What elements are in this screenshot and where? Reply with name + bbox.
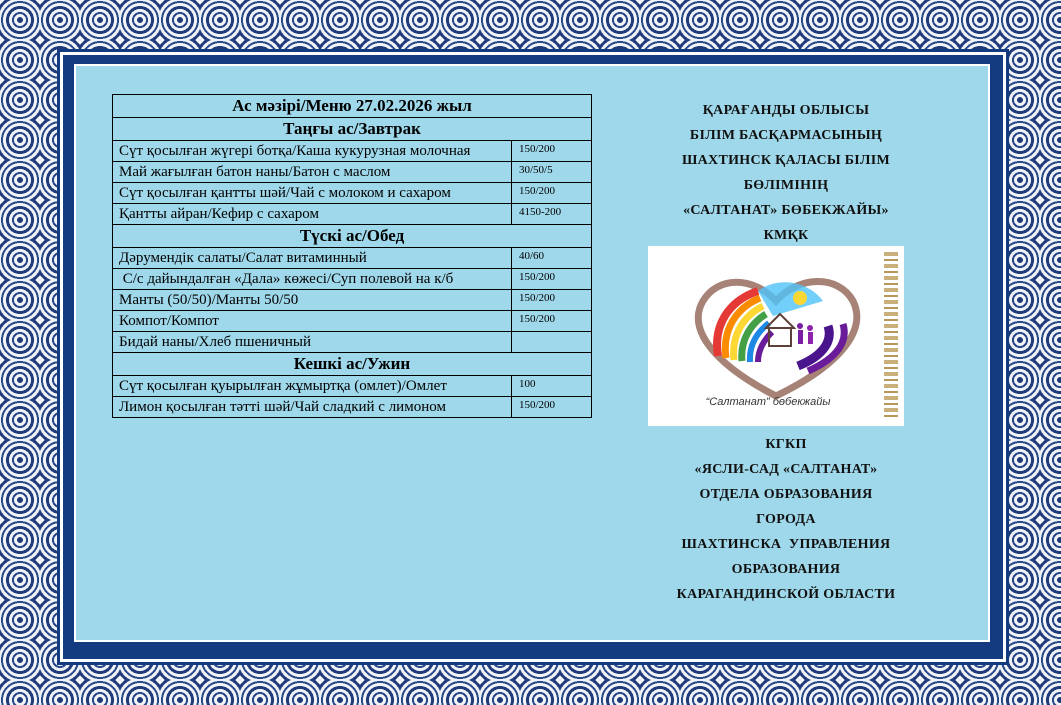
org-line: ОБРАЗОВАНИЯ xyxy=(731,562,841,577)
table-row xyxy=(113,141,592,162)
dish-name: Сүт қосылған қуырылған жұмыртқа (омлет)/Омлет xyxy=(113,376,512,397)
org-line: БІЛІМ БАСҚАРМАСЫНЫҢ xyxy=(689,128,883,143)
org-line: ҚАРАҒАНДЫ ОБЛЫСЫ xyxy=(702,103,870,118)
dish-name: Дәрумендік салаты/Салат витаминный xyxy=(113,248,512,269)
dish-name: С/с дайындалған «Дала» көжесі/Суп полевой на к/б xyxy=(113,269,512,290)
dish-qty: 150/200 xyxy=(512,141,592,162)
section-dinner: Кешкі ас/Ужин xyxy=(113,353,592,376)
organization-name-russian xyxy=(636,432,936,607)
kindergarten-logo xyxy=(648,246,904,426)
org-line: «ЯСЛИ-САД «САЛТАНАТ» xyxy=(694,462,878,477)
section-lunch: Түскі ас/Обед xyxy=(113,225,592,248)
table-row xyxy=(113,162,592,183)
org-line: КАРАГАНДИНСКОЙ ОБЛАСТИ xyxy=(676,587,896,602)
section-breakfast: Таңғы ас/Завтрак xyxy=(113,118,592,141)
table-row xyxy=(113,248,592,269)
org-line: КГКП xyxy=(765,437,807,452)
dish-qty: 150/200 xyxy=(512,183,592,204)
table-row xyxy=(113,269,592,290)
table-row xyxy=(113,183,592,204)
dish-qty xyxy=(512,332,592,353)
dish-name: Сүт қосылған жүгері ботқа/Каша кукурузная молочная xyxy=(113,141,512,162)
org-line: БӨЛІМІНІҢ xyxy=(743,178,829,193)
dish-qty: 150/200 xyxy=(512,290,592,311)
table-row xyxy=(113,376,592,397)
dish-qty: 150/200 xyxy=(512,269,592,290)
dish-qty: 100 xyxy=(512,376,592,397)
dish-name: Лимон қосылған тәтті шәй/Чай сладкий с лимоном xyxy=(113,397,512,418)
org-line: ОТДЕЛА ОБРАЗОВАНИЯ xyxy=(699,487,873,502)
table-row xyxy=(113,397,592,418)
dish-qty: 150/200 xyxy=(512,397,592,418)
org-line: ШАХТИНСК ҚАЛАСЫ БІЛІМ xyxy=(681,153,891,168)
dish-qty: 150/200 xyxy=(512,311,592,332)
dish-name: Бидай наны/Хлеб пшеничный xyxy=(113,332,512,353)
table-row xyxy=(113,311,592,332)
menu-title: Ас мәзірі/Меню 27.02.2026 жыл xyxy=(113,95,592,118)
content-panel xyxy=(74,64,990,642)
org-line: ШАХТИНСКА УПРАВЛЕНИЯ xyxy=(681,537,891,552)
ornament-strip xyxy=(884,252,898,418)
dish-name: Компот/Компот xyxy=(113,311,512,332)
dish-qty: 4150-200 xyxy=(512,204,592,225)
organization-name-kazakh xyxy=(636,98,936,248)
table-row xyxy=(113,290,592,311)
table-row xyxy=(113,332,592,353)
org-line: КМҚК xyxy=(763,228,809,243)
dish-name: Манты (50/50)/Манты 50/50 xyxy=(113,290,512,311)
table-row xyxy=(113,204,592,225)
org-line: «САЛТАНАТ» БӨБЕКЖАЙЫ» xyxy=(683,203,889,218)
logo-caption: “Салтанат” бөбекжайы xyxy=(705,396,831,408)
dish-qty: 40/60 xyxy=(512,248,592,269)
menu-table xyxy=(112,94,592,418)
org-line: ГОРОДА xyxy=(756,512,816,527)
dish-qty: 30/50/5 xyxy=(512,162,592,183)
dish-name: Қантты айран/Кефир с сахаром xyxy=(113,204,512,225)
dish-name: Май жағылған батон наны/Батон с маслом xyxy=(113,162,512,183)
dish-name: Сүт қосылған қантты шәй/Чай с молоком и сахаром xyxy=(113,183,512,204)
